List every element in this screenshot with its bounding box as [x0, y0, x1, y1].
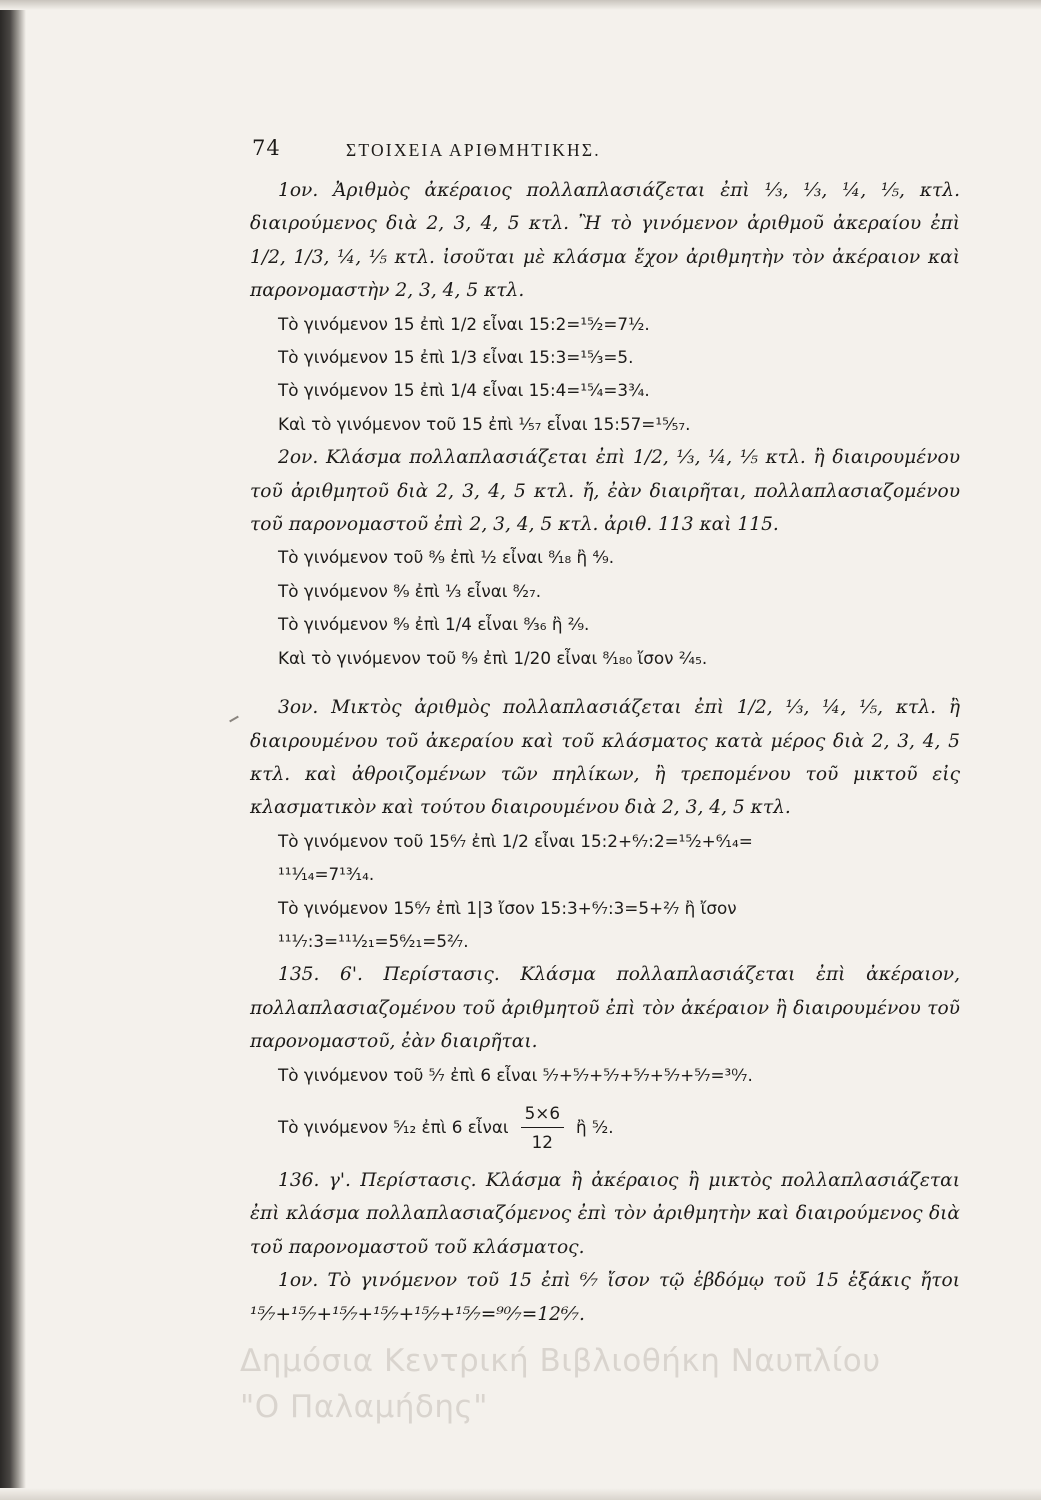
- equation-line: Τὸ γινόμενον 15 ἐπὶ 1/2 εἶναι 15:2=¹⁵⁄₂=7½.: [278, 313, 650, 334]
- equation-line: Καὶ τὸ γινόμενον τοῦ 15 ἐπὶ ¹⁄₅₇ εἶναι 15:57=¹⁵⁄₅₇.: [278, 413, 691, 434]
- equation-line: Καὶ τὸ γινόμενον τοῦ ⁸⁄₉ ἐπὶ 1/20 εἶναι ⁸⁄₁₈₀ ἴσον ²⁄₄₅.: [278, 647, 708, 668]
- equation-line: ¹¹¹⁄₇:3=¹¹¹⁄₂₁=5⁶⁄₂₁=5²⁄₇.: [278, 930, 469, 951]
- running-title: ΣΤΟΙΧΕΙΑ ΑΡΙΘΜΗΤΙΚΗΣ.: [346, 140, 601, 160]
- block-gap: [250, 675, 960, 691]
- text-paragraph: 135. 6'. Περίστασις. Κλάσμα πολλαπλασιάζεται ἐπὶ ἀκέραιον, πολλαπλασιαζομένου τοῦ ἀριθμητοῦ ἐπὶ τὸν ἀκέραιον ἢ διαιρουμένου τοῦ παρονομαστοῦ, ἐὰν διαιρῆται.: [250, 964, 960, 1053]
- page-body: [250, 174, 960, 1331]
- equation-line: Τὸ γινόμενον ⁸⁄₉ ἐπὶ ⅓ εἶναι ⁸⁄₂₇.: [278, 580, 542, 601]
- equation-line: Τὸ γινόμενον ⁸⁄₉ ἐπὶ 1/4 εἶναι ⁸⁄₃₆ ἢ ²⁄₉.: [278, 614, 590, 635]
- page-header: [250, 126, 960, 174]
- equation-line: Τὸ γινόμενον τοῦ 15⁶⁄₇ ἐπὶ 1/2 εἶναι 15:2+⁶⁄₇:2=¹⁵⁄₂+⁶⁄₁₄=: [278, 830, 753, 851]
- fraction-tail-text: ἢ ⁵⁄₂.: [576, 1117, 614, 1138]
- equation-line: Τὸ γινόμενον τοῦ ⁸⁄₉ ἐπὶ ½ εἶναι ⁸⁄₁₈ ἢ ⁴⁄₉.: [278, 547, 615, 568]
- book-page: [250, 126, 960, 1331]
- text-paragraph: 1ον. Ἀριθμὸς ἀκέραιος πολλαπλασιάζεται ἐπὶ ⅓, ⅓, ¼, ⅕, κτλ. διαιρούμενος διὰ 2, 3, 4, 5 κτλ. Ἢ τὸ γινόμενον ἀριθμοῦ ἀκεραίου ἐπὶ 1/2, 1/3, ¼, ⅕ κτλ. ἰσοῦται μὲ κλάσμα ἔχον ἀριθμητὴν τὸν ἀκέραιον καὶ παρονομαστὴν 2, 3, 4, 5 κτλ.: [250, 180, 960, 302]
- scan-bottom-edge: [0, 1488, 1041, 1500]
- text-paragraph: 136. γ'. Περίστασις. Κλάσμα ἢ ἀκέραιος ἢ μικτὸς πολλαπλασιάζεται ἐπὶ κλάσμα πολλαπλασιαζόμενος ἐπὶ τὸν ἀριθμητὴν καὶ διαιρούμενος διὰ τοῦ παρονομαστοῦ τοῦ κλάσματος.: [250, 1169, 960, 1258]
- text-paragraph: 2ον. Κλάσμα πολλαπλασιάζεται ἐπὶ 1/2, ⅓, ¼, ⅕ κτλ. ἢ διαιρουμένου τοῦ ἀριθμητοῦ διὰ 2, 3, 4, 5 κτλ. ἤ, ἐὰν διαιρῆται, πολλαπλασιαζομένου τοῦ παρονομαστοῦ ἐπὶ 2, 3, 4, 5 κτλ. ἀριθ. 113 καὶ 115.: [250, 447, 960, 536]
- margin-mark: [229, 716, 239, 723]
- equation-line: ¹¹¹⁄₁₄=7¹³⁄₁₄.: [278, 864, 375, 885]
- scan-edge-shadow: [0, 0, 26, 1500]
- scan-top-edge: [0, 0, 1041, 10]
- equation-line: Τὸ γινόμενον τοῦ ⁵⁄₇ ἐπὶ 6 εἶναι ⁵⁄₇+⁵⁄₇+⁵⁄₇+⁵⁄₇+⁵⁄₇+⁵⁄₇=³⁰⁄₇.: [278, 1064, 753, 1085]
- equation-line: Τὸ γινόμενον 15⁶⁄₇ ἐπὶ 1|3 ἴσον 15:3+⁶⁄₇:3=5+²⁄₇ ἢ ἴσον: [278, 897, 737, 918]
- text-paragraph: 3ον. Μικτὸς ἀριθμὸς πολλαπλασιάζεται ἐπὶ 1/2, ⅓, ¼, ⅕, κτλ. ἢ διαιρουμένου τοῦ ἀκεραίου καὶ τοῦ κλάσματος κατὰ μέρος διὰ 2, 3, 4, 5 κτλ. καὶ ἀθροιζομένων τῶν πηλίκων, ἢ τρεπομένου τοῦ μικτοῦ εἰς κλασματικὸν καὶ τούτου διαιρουμένου διὰ 2, 3, 4, 5 κτλ.: [250, 697, 960, 819]
- fraction-equation: [250, 1092, 960, 1164]
- fraction-numerator: 5×6: [521, 1099, 564, 1128]
- text-paragraph: 1ον. Τὸ γινόμενον τοῦ 15 ἐπὶ ⁶⁄₇ ἴσον τῷ ἑβδόμῳ τοῦ 15 ἑξάκις ἤτοι ¹⁵⁄₇+¹⁵⁄₇+¹⁵⁄₇+¹⁵⁄₇+¹⁵⁄₇+¹⁵⁄₇=⁹⁰⁄₇=12⁶⁄₇.: [250, 1270, 960, 1325]
- stacked-fraction: [521, 1099, 564, 1156]
- library-watermark: [240, 1338, 1000, 1430]
- equation-line: Τὸ γινόμενον 15 ἐπὶ 1/4 εἶναι 15:4=¹⁵⁄₄=3¾.: [278, 380, 650, 401]
- watermark-line-1: Δημόσια Κεντρική Βιβλιοθήκη Ναυπλίου: [240, 1343, 881, 1379]
- watermark-line-2: "Ο Παλαμήδης": [240, 1389, 488, 1425]
- equation-line: Τὸ γινόμενον 15 ἐπὶ 1/3 εἶναι 15:3=¹⁵⁄₃=5.: [278, 347, 634, 368]
- fraction-lead-text: Τὸ γινόμενον ⁵⁄₁₂ ἐπὶ 6 εἶναι: [278, 1117, 509, 1138]
- fraction-denominator: 12: [531, 1132, 553, 1153]
- page-number: 74: [252, 136, 281, 160]
